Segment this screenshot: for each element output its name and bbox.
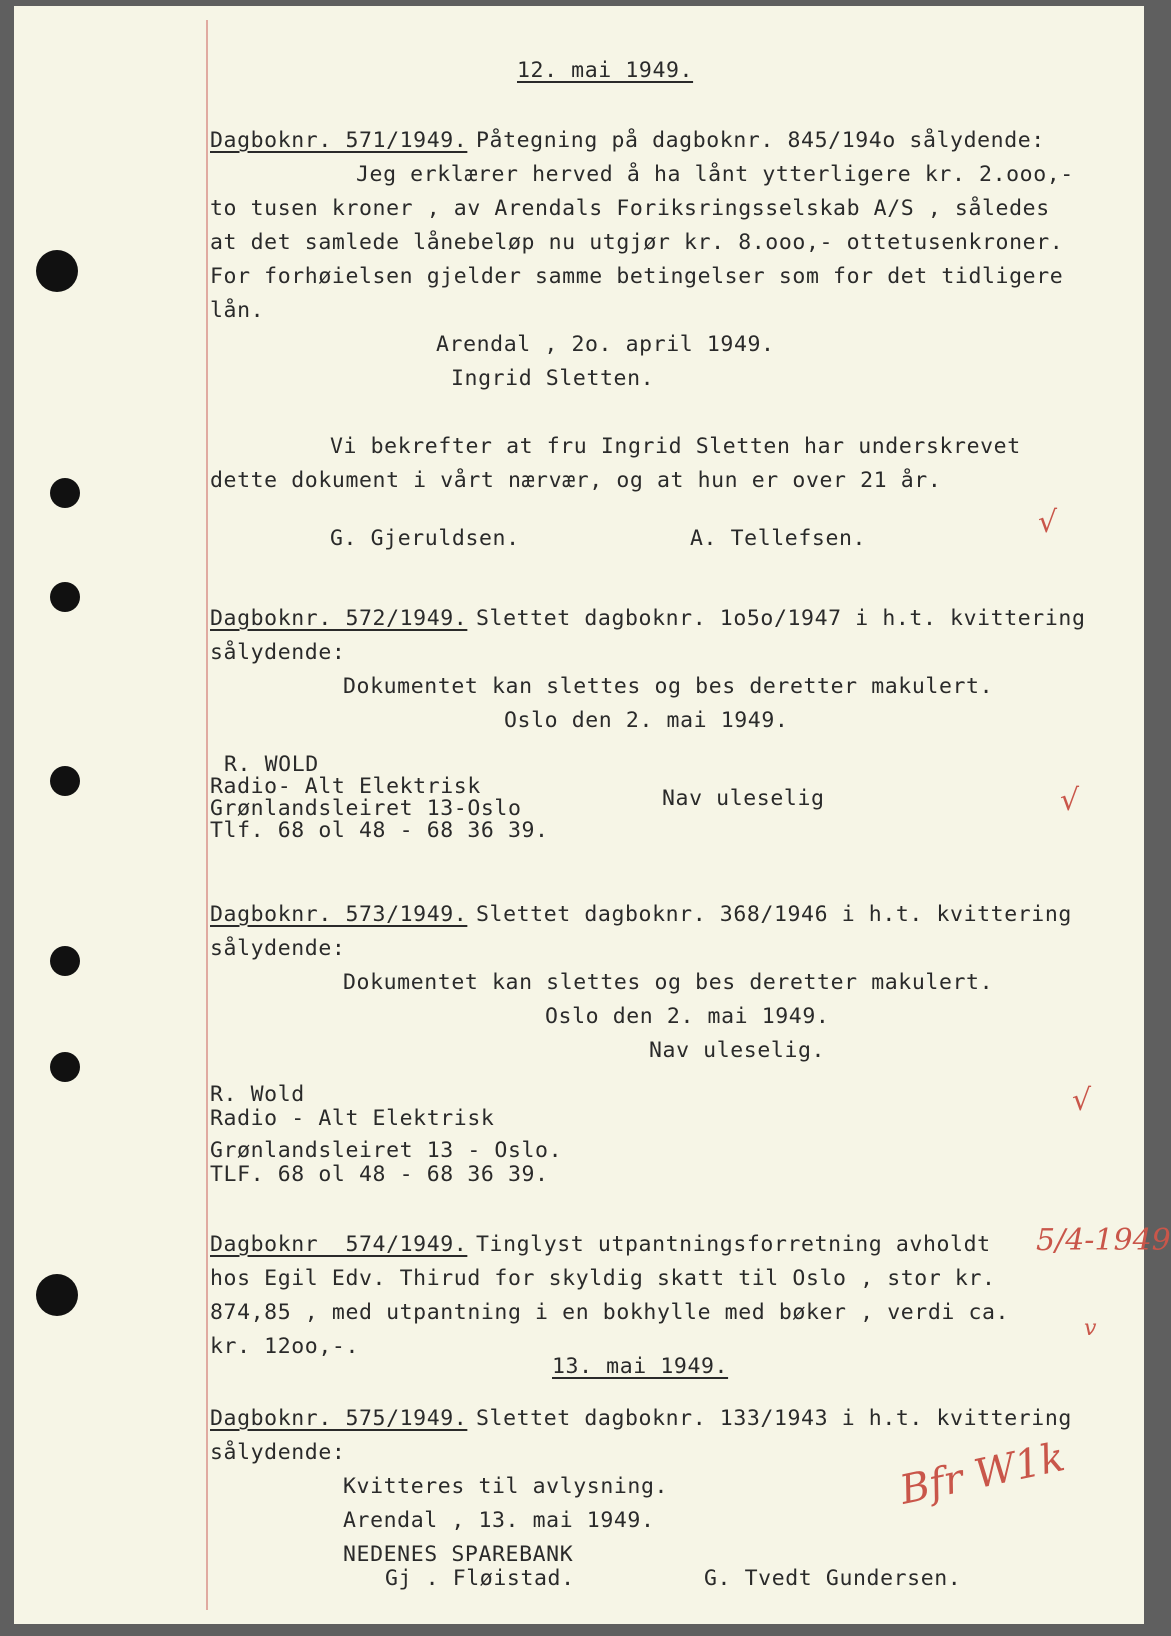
document-page [14,6,1171,1624]
stamp-line: Grønlandsleiret 13 - Oslo. [210,1138,563,1163]
entry-text: sålydende: [210,936,346,961]
entry-text: Dokumentet kan slettes og bes deretter makulert. [343,970,994,995]
entry-ref-572: Dagboknr. 572/1949. [210,606,468,631]
entry-text: at det samlede lånebeløp nu utgjør kr. 8.ooo,- ottetusenkroner. [210,230,1064,255]
handwritten-check: √ [1038,505,1058,540]
stamp-line: TLF. 68 ol 48 - 68 36 39. [210,1162,549,1187]
entry-text: lån. [210,298,265,323]
handwritten-check: v [1084,1316,1097,1341]
stamp-line: Radio - Alt Elektrisk [210,1106,495,1131]
margin-line [206,20,208,1610]
punch-hole [50,766,80,796]
stamp-line: Tlf. 68 ol 48 - 68 36 39. [210,818,549,843]
entry-text: Slettet dagboknr. 368/1946 i h.t. kvittering [476,902,1072,927]
entry-text: Oslo den 2. mai 1949. [504,708,789,733]
entry-ref-573: Dagboknr. 573/1949. [210,902,468,927]
entry-text: Kvitteres til avlysning. [343,1474,669,1499]
entry-text: Arendal , 2o. april 1949. [436,332,775,357]
punch-hole [50,582,80,612]
entry-text: Påtegning på dagboknr. 845/194o sålydende: [476,128,1045,153]
stamp-line: R. WOLD [224,752,319,777]
entry-text: Jeg erklærer herved å ha lånt ytterligere kr. 2.ooo,- [356,162,1074,187]
entry-ref-575: Dagboknr. 575/1949. [210,1406,468,1431]
handwritten-date: 5/4-1949 [1036,1223,1171,1258]
entry-text: Nav uleselig. [649,1038,826,1063]
stamp-line: NEDENES SPAREBANK [343,1542,574,1567]
entry-text: to tusen kroner , av Arendals Foriksringsselskab A/S , således [210,196,1050,221]
stamp-line: Radio- Alt Elektrisk [210,774,481,799]
entry-text: kr. 12oo,-. [210,1334,359,1359]
witness-right: A. Tellefsen. [690,526,867,551]
witness-left: G. Gjeruldsen. [330,526,520,551]
entry-text: Slettet dagboknr. 1o5o/1947 i h.t. kvittering [476,606,1086,631]
entry-signature: Ingrid Sletten. [451,366,655,391]
handwritten-initials: Bfr W1k [896,1434,1069,1514]
entry-ref-571: Dagboknr. 571/1949. [210,128,468,153]
entry-text: dette dokument i vårt nærvær, og at hun er over 21 år. [210,468,942,493]
entry-text: Dokumentet kan slettes og bes deretter makulert. [343,674,994,699]
punch-hole [50,1052,80,1082]
handwritten-check: √ [1072,1083,1092,1118]
stamp-line: Grønlandsleiret 13-Oslo [210,796,522,821]
entry-text: Tinglyst utpantningsforretning avholdt [476,1232,991,1257]
entry-text: For forhøielsen gjelder samme betingelser som for det tidligere [210,264,1064,289]
entry-signature: Gj . Fløistad. [385,1566,575,1591]
punch-hole [50,946,80,976]
punch-hole [36,1274,78,1316]
entry-text: 874,85 , med utpantning i en bokhylle med bøker , verdi ca. [210,1300,1010,1325]
date-header: 12. mai 1949. [517,58,694,83]
punch-hole [50,478,80,508]
entry-text: Vi bekrefter at fru Ingrid Sletten har underskrevet [330,434,1021,459]
handwritten-check: √ [1060,783,1080,818]
entry-text: Oslo den 2. mai 1949. [545,1004,830,1029]
entry-text: hos Egil Edv. Thirud for skyldig skatt til Oslo , stor kr. [210,1266,996,1291]
stamp-line: R. Wold [210,1082,305,1107]
entry-text: sålydende: [210,640,346,665]
entry-text: Slettet dagboknr. 133/1943 i h.t. kvittering [476,1406,1072,1431]
entry-text: Nav uleselig [662,786,825,811]
entry-ref-574: Dagboknr 574/1949. [210,1232,468,1257]
date-header-2: 13. mai 1949. [552,1354,729,1379]
entry-signature: G. Tvedt Gundersen. [704,1566,962,1591]
entry-text: sålydende: [210,1440,346,1465]
entry-text: Arendal , 13. mai 1949. [343,1508,655,1533]
punch-hole [36,250,78,292]
